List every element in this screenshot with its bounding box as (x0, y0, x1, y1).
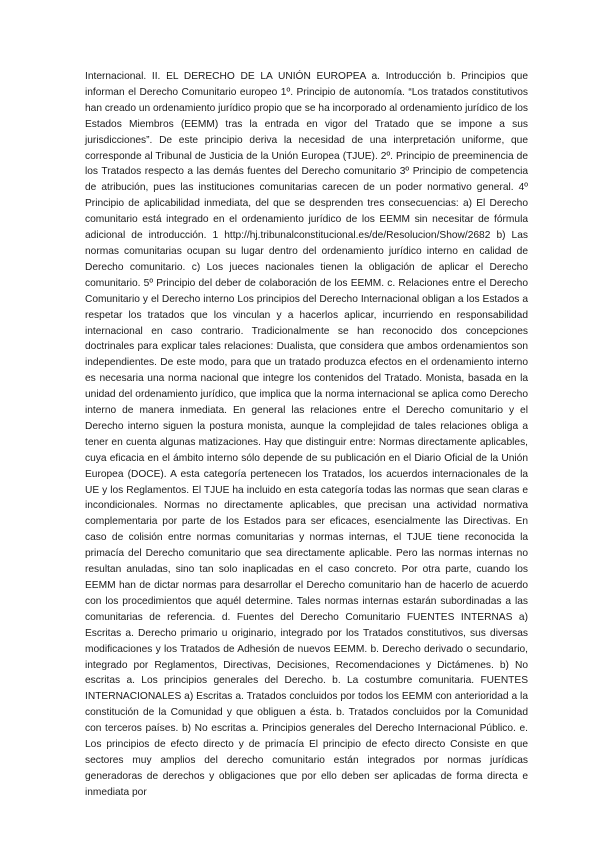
body-paragraph: Internacional. II. EL DERECHO DE LA UNIÓN EUROPEA a. Introducción b. Principios que informan el Derecho Comunitario europeo 1º. Principio de autonomía. “Los tratados constitutivos han creado un ordenamiento jurídico propio que se ha incorporado al ordenamiento jurídico de los Estados Miembros (EEMM) tras la entrada en vigor del Tratado que se impone a sus jurisdicciones”. De este principio deriva la necesidad de una interpretación uniforme, que corresponde al Tribunal de Justicia de la Unión Europea (TJUE). 2º. Principio de preeminencia de los Tratados respecto a las demás fuentes del Derecho comunitario 3º Principio de competencia de atribución, pues las instituciones comunitarias carecen de un poder normativo general. 4º Principio de aplicabilidad inmediata, del que se desprenden tres consecuencias: a) El Derecho comunitario está integrado en el ordenamiento jurídico de los EEMM sin necesitar de fórmula adicional de introducción. 1 http://hj.tribunalconstitucional.es/de/Resolucion/Show/2682 b) Las normas comunitarias ocupan su lugar dentro del ordenamiento jurídico interno en calidad de Derecho comunitario. c) Los jueces nacionales tienen la obligación de aplicar el Derecho comunitario. 5º Principio del deber de colaboración de los EEMM. c. Relaciones entre el Derecho Comunitario y el Derecho interno Los principios del Derecho Internacional obligan a los Estados a respetar los tratados que los vinculan y a hacerlos aplicar, incurriendo en responsabilidad internacional en caso contrario. Tradicionalmente se han reconocido dos concepciones doctrinales para explicar tales relaciones: Dualista, que considera que ambos ordenamientos son independientes. De este modo, para que un tratado produzca efectos en el ordenamiento interno es necesaria una norma nacional que integre los contenidos del Tratado. Monista, basada en la unidad del ordenamiento jurídico, que implica que la norma internacional se aplica como Derecho interno de manera inmediata. En general las relaciones entre el Derecho comunitario y el Derecho interno siguen la postura monista, aunque la complejidad de tales relaciones obliga a tener en cuenta algunas matizaciones. Hay que distinguir entre: Normas directamente aplicables, cuya eficacia en el ámbito interno sólo depende de su publicación en el Diario Oficial de la Unión Europea (DOCE). A esta categoría pertenecen los Tratados, los acuerdos internacionales de la UE y los Reglamentos. El TJUE ha incluido en esta categoría todas las normas que sean claras e incondicionales. Normas no directamente aplicables, que precisan una actividad normativa complementaria por parte de los Estados para ser eficaces, esencialmente las Directivas. En caso de colisión entre normas comunitarias y normas internas, el TJUE tiene reconocida la primacía del Derecho comunitario que sea directamente aplicable. Pero las normas internas no resultan anuladas, sino tan solo inaplicadas en el caso concreto. Por otra parte, cuando los EEMM han de dictar normas para desarrollar el Derecho comunitario han de hacerlo de acuerdo con los procedimientos que aquél determine. Tales normas internas estarán subordinadas a las comunitarias de referencia. d. Fuentes del Derecho Comunitario FUENTES INTERNAS a) Escritas a. Derecho primario u originario, integrado por los Tratados constitutivos, sus diversas modificaciones y los Tratados de Adhesión de nuevos EEMM. b. Derecho derivado o secundario, integrado por Reglamentos, Directivas, Decisiones, Recomendaciones y Dictámenes. b) No escritas a. Los principios generales del Derecho. b. La costumbre comunitaria. FUENTES INTERNACIONALES a) Escritas a. Tratados concluidos por todos los EEMM con anterioridad a la constitución de la Comunidad y que obliguen a ésta. b. Tratados concluidos por la Comunidad con terceros países. b) No escritas a. Principios generales del Derecho Internacional Público. e. Los principios de efecto directo y de primacía El principio de efecto directo Consiste en que sectores muy amplios del derecho comunitario están integrados por normas jurídicas generadoras de derechos y obligaciones que por ello deben ser aplicadas de forma directa e inmediata por (85, 71, 528, 798)
body-text-block (85, 69, 528, 801)
